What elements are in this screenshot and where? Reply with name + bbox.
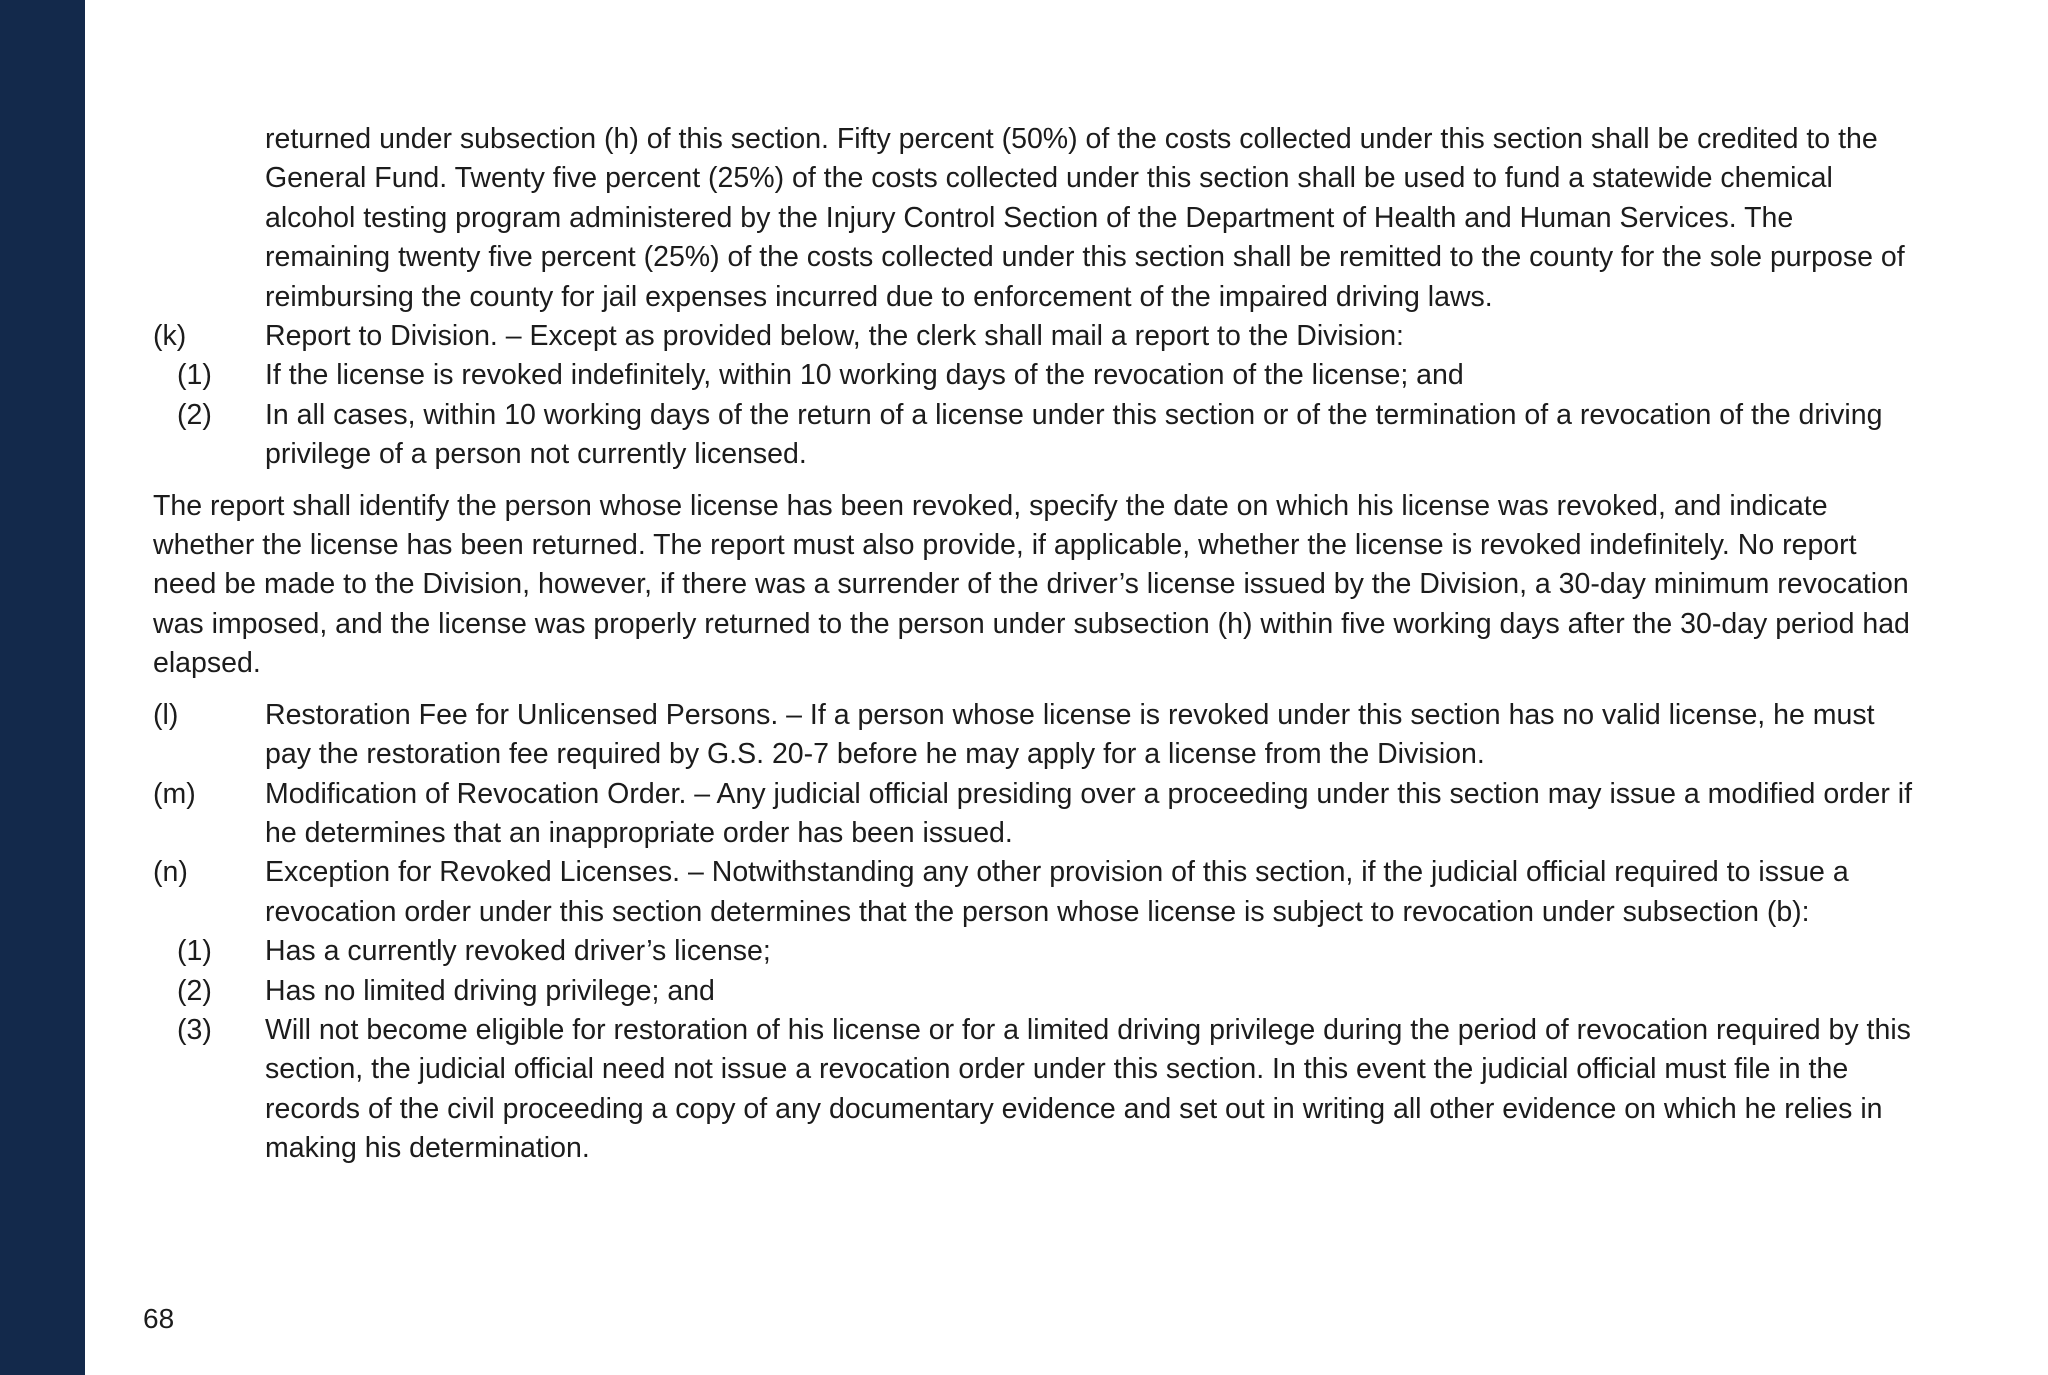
item-text: If the license is revoked indefinitely, within 10 working days of the revocation of the license; and (265, 359, 1464, 392)
subsection-n-item-1 (153, 932, 1913, 971)
subsection-j-text: returned under subsection (h) of this section. Fifty percent (50%) of the costs collected under this section shall be credited to the General Fund. Twenty five percent (25%) of the costs collected under this section shall be used to fund a statewide chemical alcohol testing program administered by the Injury Control Section of the Department of Health and Human Services. The remaining twenty five percent (25%) of the costs collected under this section shall be remitted to the county for the sole purpose of reimbursing the county for jail expenses incurred due to enforcement of the impaired driving laws. (265, 123, 1905, 313)
report-paragraph: The report shall identify the person whose license has been revoked, specify the date on which his license was revoked, and indicate whether the license has been returned. The report must also provide, if applicable, whether the license is revoked indefinitely. No report need be made to the Division, however, if there was a surrender of the driver’s license issued by the Division, a 30-day minimum revocation was imposed, and the license was properly returned to the person under subsection (h) within five working days after the 30-day period had elapsed. (153, 489, 1910, 680)
subsection-n (153, 853, 1913, 932)
item-marker: (1) (177, 935, 212, 968)
item-text: Has a currently revoked driver’s license; (265, 935, 771, 968)
subsection-k-text: Report to Division. – Except as provided below, the clerk shall mail a report to the Division: (265, 320, 1404, 353)
subsection-m-text: Modification of Revocation Order. – Any judicial official presiding over a proceeding under this section may issue a modified order if he determines that an inappropriate order has been issued. (265, 777, 1913, 849)
subsection-k-marker: (k) (153, 320, 187, 353)
document-body (153, 120, 1913, 1169)
subsection-l-text: Restoration Fee for Unlicensed Persons. – If a person whose license is revoked under this section has no valid license, he must pay the restoration fee required by G.S. 20-7 before he may apply for a license from the Division. (265, 698, 1875, 771)
subsection-n-item-3 (153, 1011, 1913, 1169)
item-text: In all cases, within 10 working days of the return of a license under this section or of the termination of a revocation of the driving privilege of a person not currently licensed. (265, 398, 1883, 471)
subsection-j-continuation (153, 120, 1913, 317)
item-marker: (3) (177, 1013, 212, 1046)
subsection-n-item-2 (153, 972, 1913, 1011)
item-marker: (2) (177, 974, 212, 1007)
item-marker: (2) (177, 398, 212, 431)
subsection-n-marker: (n) (153, 856, 188, 889)
subsection-k-item-1 (153, 356, 1913, 395)
item-text: Has no limited driving privilege; and (265, 974, 715, 1007)
subsection-k (153, 317, 1913, 356)
subsection-l-marker: (l) (153, 698, 179, 731)
item-text: Will not become eligible for restoration of his license or for a limited driving privilege during the period of revocation required by this section, the judicial official need not issue a revocation order under this section. In this event the judicial official must file in the records of the civil proceeding a copy of any documentary evidence and set out in writing all other evidence on which he relies in making his determination. (265, 1013, 1911, 1165)
item-marker: (1) (177, 359, 212, 392)
subsection-m (153, 775, 1913, 854)
page-number: 68 (143, 1303, 175, 1334)
subsection-l (153, 696, 1913, 775)
page-side-bar (0, 0, 85, 1375)
subsection-n-text: Exception for Revoked Licenses. – Notwithstanding any other provision of this section, if the judicial official required to issue a revocation order under this section determines that the person whose license is subject to revocation under subsection (b): (265, 856, 1849, 928)
subsection-m-marker: (m) (153, 777, 196, 810)
subsection-k-item-2 (153, 396, 1913, 475)
